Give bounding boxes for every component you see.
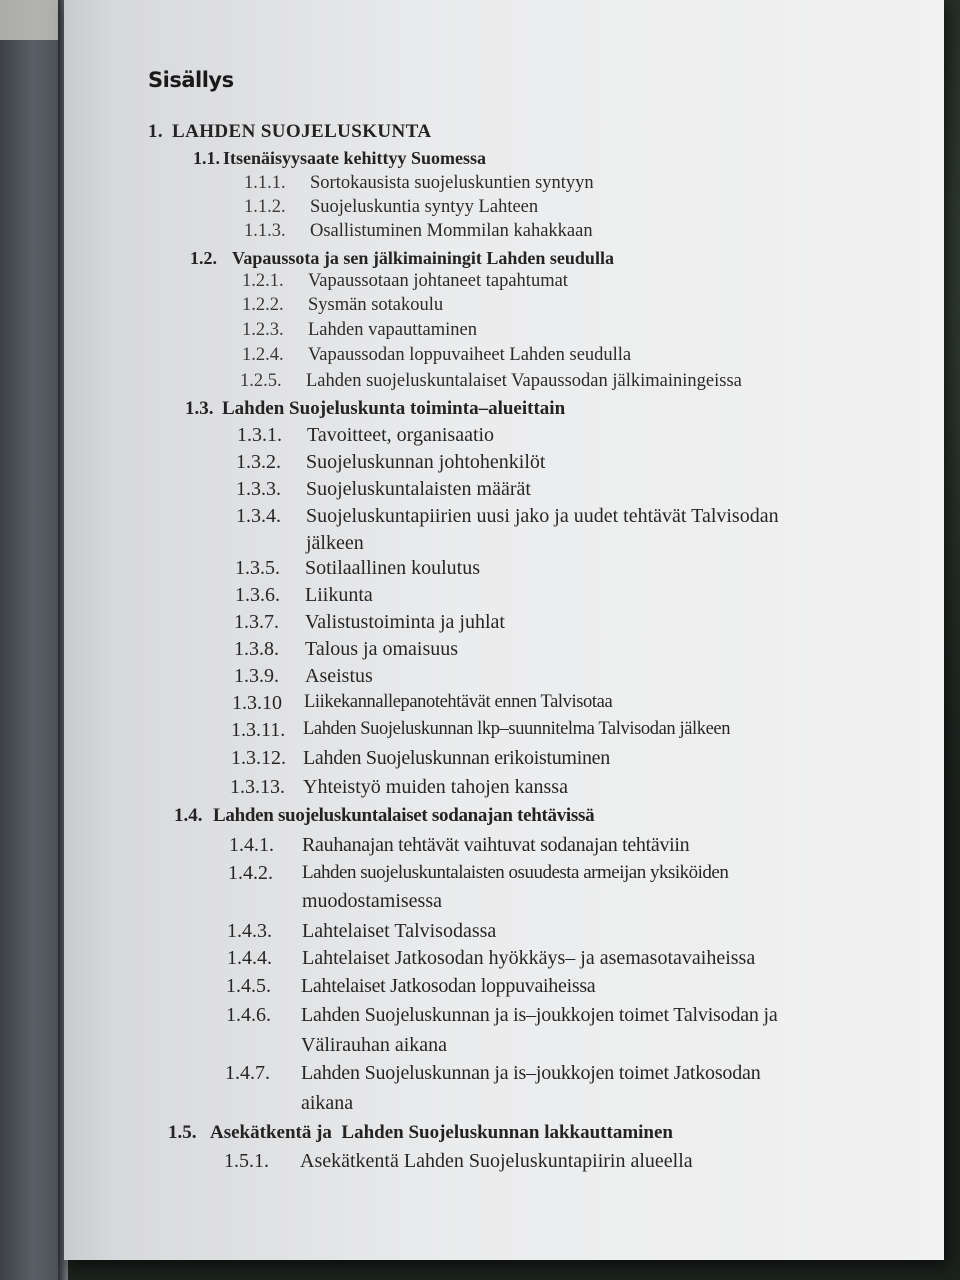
toc-number: 1.3.1. xyxy=(237,424,282,446)
toc-number: 1.3.10 xyxy=(232,692,282,714)
toc-title: Suojeluskuntalaisten määrät xyxy=(306,478,531,500)
toc-number: 1. xyxy=(148,121,164,142)
toc-title: Asekätkentä ja Lahden Suojeluskunnan lakkauttaminen xyxy=(210,1122,673,1143)
toc-title: Lahden suojeluskuntalaiset sodanajan tehtävissä xyxy=(213,805,595,826)
toc-number: 1.2.2. xyxy=(242,295,284,315)
toc-number: 1.4.4. xyxy=(227,947,272,969)
toc-number: 1.4.7. xyxy=(225,1062,270,1084)
toc-title: Suojeluskuntia syntyy Lahteen xyxy=(310,197,539,217)
toc-title: Lahden suojeluskuntalaiset Vapaussodan jälkimainingeissa xyxy=(306,371,742,391)
toc-number: 1.4.3. xyxy=(227,920,272,942)
toc-title: Yhteistyö muiden tahojen kanssa xyxy=(303,776,568,798)
toc-title: Lahden Suojeluskunnan lkp–suunnitelma Talvisodan jälkeen xyxy=(303,719,731,739)
toc-number: 1.5.1. xyxy=(224,1150,269,1172)
toc-title: Sortokausista suojeluskuntien syntyyn xyxy=(310,173,594,193)
toc-title-continuation: aikana xyxy=(301,1092,354,1114)
toc-number: 1.3. xyxy=(185,398,214,419)
toc-number: 1.4.6. xyxy=(226,1004,271,1026)
toc-title: Lahtelaiset Jatkosodan hyökkäys– ja asemasotavaiheissa xyxy=(302,947,756,969)
toc-title: Vapaussotaan johtaneet tapahtumat xyxy=(308,271,568,291)
toc-title: Aseistus xyxy=(305,665,373,687)
toc-title-continuation: Välirauhan aikana xyxy=(301,1034,448,1056)
toc-title: Asekätkentä Lahden Suojeluskuntapiirin alueella xyxy=(300,1150,693,1172)
toc-title: Itsenäisyysaate kehittyy Suomessa xyxy=(223,148,487,168)
toc-title-continuation: jälkeen xyxy=(306,532,364,554)
toc-number: 1.3.11. xyxy=(231,719,286,741)
toc-number: 1.3.4. xyxy=(236,505,281,527)
previous-page-edge xyxy=(0,0,62,1280)
toc-title: Tavoitteet, organisaatio xyxy=(307,424,495,446)
toc-number: 1.1.3. xyxy=(244,221,286,241)
toc-number: 1.3.9. xyxy=(234,665,279,687)
toc-number: 1.1. xyxy=(193,148,220,168)
toc-title: Valistustoiminta ja juhlat xyxy=(305,611,505,633)
toc-title: Lahden Suojeluskunta toiminta–alueittain xyxy=(222,398,566,419)
book-page xyxy=(64,0,944,1260)
toc-number: 1.1.2. xyxy=(244,197,286,217)
toc-title: Sotilaallinen koulutus xyxy=(305,557,480,579)
toc-number: 1.3.5. xyxy=(235,557,280,579)
toc-title: Lahden suojeluskuntalaisten osuudesta armeijan yksiköiden xyxy=(302,862,729,883)
previous-page-top xyxy=(0,0,62,40)
toc-number: 1.5. xyxy=(168,1122,197,1143)
toc-title: Lahden Suojeluskunnan ja is–joukkojen toimet Talvisodan ja xyxy=(301,1004,778,1026)
toc-title: Lahden vapauttaminen xyxy=(308,320,478,340)
toc-number: 1.2.4. xyxy=(242,345,284,365)
toc-number: 1.4. xyxy=(174,805,203,826)
toc-title: Suojeluskunnan johtohenkilöt xyxy=(306,451,546,473)
toc-number: 1.3.12. xyxy=(231,747,286,769)
toc-title: Osallistuminen Mommilan kahakkaan xyxy=(310,221,593,241)
toc-number: 1.4.1. xyxy=(229,834,274,856)
toc-title: LAHDEN SUOJELUSKUNTA xyxy=(172,121,432,142)
toc-title: Vapaussodan loppuvaiheet Lahden seudulla xyxy=(308,345,632,365)
toc-number: 1.1.1. xyxy=(244,173,286,193)
toc-number: 1.2.5. xyxy=(240,371,282,391)
toc-number: 1.4.5. xyxy=(226,975,271,997)
toc-number: 1.2. xyxy=(190,248,217,268)
toc-number: 1.3.13. xyxy=(230,776,285,798)
toc-title: Suojeluskuntapiirien uusi jako ja uudet tehtävät Talvisodan xyxy=(306,505,779,527)
toc-title: Lahtelaiset Jatkosodan loppuvaiheissa xyxy=(301,975,596,997)
toc-title: Sysmän sotakoulu xyxy=(308,295,444,315)
toc-number: 1.3.8. xyxy=(234,638,279,660)
toc-number: 1.2.3. xyxy=(242,320,284,340)
toc-title-continuation: muodostamisessa xyxy=(302,890,442,912)
toc-title: Rauhanajan tehtävät vaihtuvat sodanajan tehtäviin xyxy=(302,834,690,856)
toc-title: Lahden Suojeluskunnan erikoistuminen xyxy=(303,747,610,769)
toc-title: Vapaussota ja sen jälkimainingit Lahden seudulla xyxy=(232,248,614,268)
toc-number: 1.3.6. xyxy=(235,584,280,606)
toc-title: Lahden Suojeluskunnan ja is–joukkojen toimet Jatkosodan xyxy=(301,1062,761,1084)
toc-number: 1.2.1. xyxy=(242,271,284,291)
toc-number: 1.3.2. xyxy=(236,451,281,473)
toc-title: Liikekannallepanotehtävät ennen Talvisotaa xyxy=(304,692,613,712)
table-of-contents xyxy=(64,0,944,1260)
toc-title: Lahtelaiset Talvisodassa xyxy=(302,920,497,942)
toc-number: 1.4.2. xyxy=(228,862,273,884)
toc-title: Liikunta xyxy=(305,584,373,606)
toc-number: 1.3.3. xyxy=(236,478,281,500)
page-heading: Sisällys xyxy=(148,68,234,92)
toc-title: Talous ja omaisuus xyxy=(305,638,459,660)
toc-number: 1.3.7. xyxy=(234,611,279,633)
